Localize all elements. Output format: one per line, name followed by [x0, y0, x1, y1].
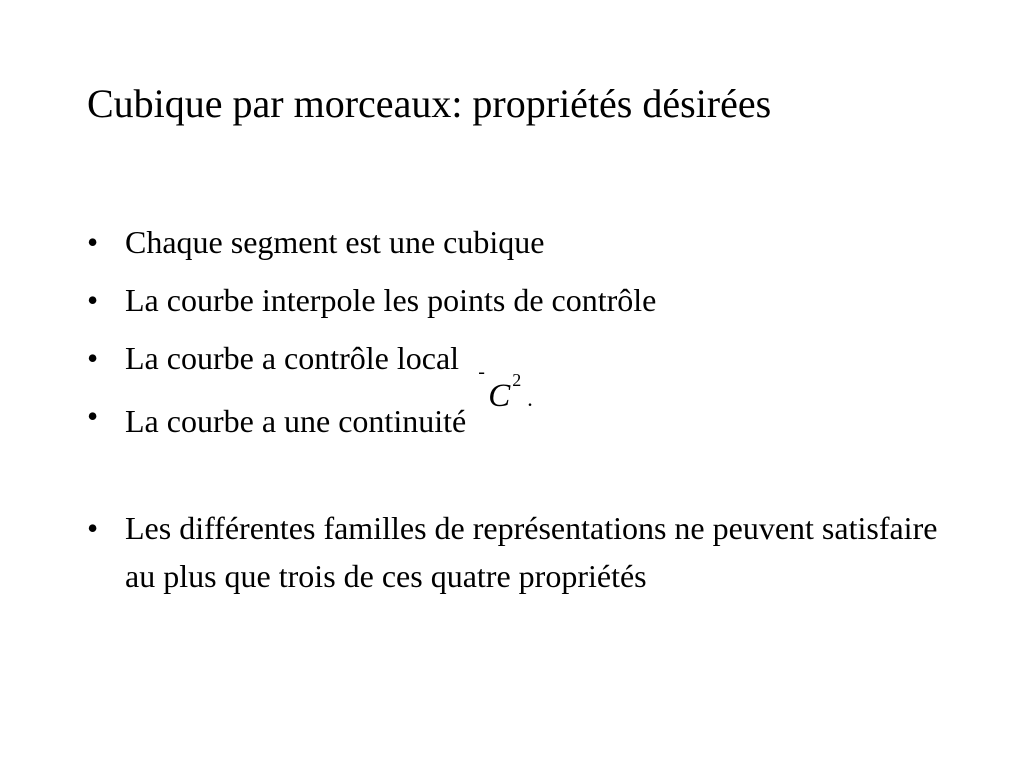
list-item	[87, 218, 947, 276]
formula-dash: -	[478, 361, 485, 383]
list-item	[87, 504, 947, 600]
formula-letter: C	[488, 378, 511, 414]
bullet-list	[87, 218, 947, 600]
list-item-text: La courbe interpole les points de contrôle	[125, 282, 657, 318]
bullet-icon: •	[87, 340, 99, 376]
list-item-text: La courbe a une continuité	[125, 403, 467, 439]
list-item-text: Chaque segment est une cubique	[125, 224, 545, 260]
bullet-icon: •	[87, 282, 99, 318]
list-item	[87, 276, 947, 334]
c2-formula	[476, 361, 534, 432]
formula-period: .	[527, 386, 533, 411]
slide-title: Cubique par morceaux: propriétés désirées	[87, 81, 772, 126]
bullet-icon: •	[87, 398, 99, 434]
list-item	[87, 361, 947, 450]
list-item-text: Les différentes familles de représentations ne peuvent satisfaire au plus que trois de ces quatre propriétés	[125, 510, 938, 594]
formula-exponent: 2	[512, 370, 522, 390]
list-item-text: La courbe a contrôle local	[125, 340, 460, 376]
bullet-icon: •	[87, 510, 99, 546]
bullet-icon: •	[87, 224, 99, 260]
